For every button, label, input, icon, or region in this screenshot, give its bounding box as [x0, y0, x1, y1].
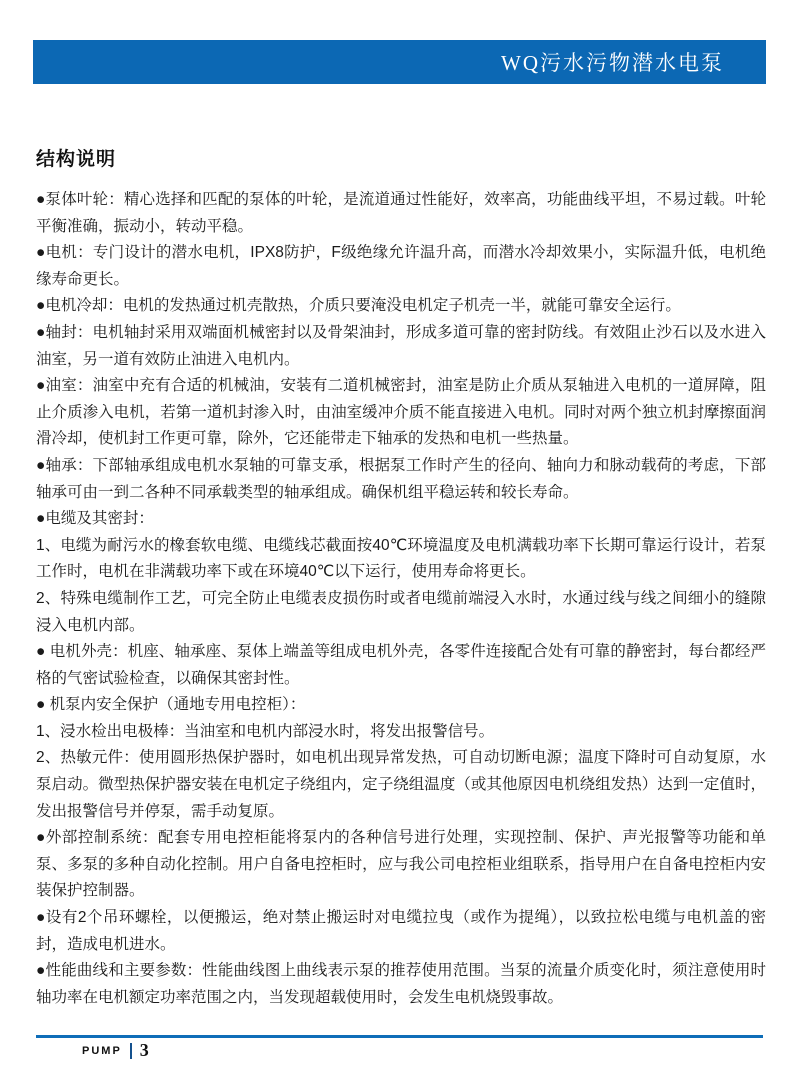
footer-separator-bar	[130, 1043, 132, 1059]
footer-brand: PUMP	[82, 1044, 122, 1057]
paragraph-oil-chamber: ●油室：油室中充有合适的机械油，安装有二道机械密封，油室是防止介质从泵轴进入电机的一道屏障，阻止介质渗入电机，若第一道机封渗入时，由油室缓冲介质不能直接进入电机。同时对两个独立机封摩擦面润滑冷却，使机封工作更可靠，除外，它还能带走下轴承的发热和电机一些热量。	[36, 377, 766, 448]
paragraph-shaft-seal: ●轴封：电机轴封采用双端面机械密封以及骨架油封，形成多道可靠的密封防线。有效阻止沙石以及水进入油室，另一道有效防止油进入电机内。	[36, 323, 766, 368]
footer-divider-line	[36, 1035, 763, 1038]
paragraph-bearing: ●轴承：下部轴承组成电机水泵轴的可靠支承，根据泵工作时产生的径向、轴向力和脉动载荷的考虑，下部轴承可由一到二各种不同承载类型的轴承组成。确保机组平稳运转和较长寿命。	[36, 456, 766, 501]
paragraph-motor-housing: ● 电机外壳：机座、轴承座、泵体上端盖等组成电机外壳，各零件连接配合处有可靠的静密封，每台都经严格的气密试验检查，以确保其密封性。	[36, 643, 766, 687]
page-header-title: WQ污水污物潜水电泵	[501, 51, 724, 75]
paragraph-cable-seal-heading: ●电缆及其密封：	[36, 510, 154, 528]
page-number: 3	[139, 1040, 149, 1060]
paragraph-cable-item-1: 1、电缆为耐污水的橡套软电缆、电缆线芯截面按40℃环境温度及电机满载功率下长期可靠运行设计，若泵工作时，电机在非满载功率下或在环境40℃以下运行，使用寿命将更长。	[36, 536, 766, 581]
section-heading: 结构说明	[36, 149, 117, 170]
content-area	[36, 144, 766, 1011]
paragraph-motor-cooling: ●电机冷却：电机的发热通过机壳散热，介质只要淹没电机定子机壳一半，就能可靠安全运行。	[36, 297, 681, 315]
paragraph-cable-item-2: 2、特殊电缆制作工艺，可完全防止电缆表皮损伤时或者电缆前端浸入水时，水通过线与线之间细小的缝隙浸入电机内部。	[36, 589, 766, 634]
paragraph-pump-impeller: ●泵体叶轮：精心选择和匹配的泵体的叶轮，是流道通过性能好，效率高，功能曲线平坦，不易过载。叶轮平衡准确，振动小，转动平稳。	[36, 191, 766, 235]
paragraph-lifting-bolts: ●设有2个吊环螺栓，以便搬运，绝对禁止搬运时对电缆拉曳（或作为提绳），以致拉松电缆与电机盖的密封，造成电机进水。	[36, 909, 766, 953]
paragraph-motor: ●电机：专门设计的潜水电机，IPX8防护，F级绝缘允许温升高，而潜水冷却效果小，实际温升低，电机绝缘寿命更长。	[36, 244, 766, 288]
paragraph-performance-curve: ●性能曲线和主要参数：性能曲线图上曲线表示泵的推荐使用范围。当泵的流量介质变化时，须注意使用时轴功率在电机额定功率范围之内，当发现超载使用时，会发生电机烧毁事故。	[36, 962, 766, 1006]
page-footer	[82, 1040, 149, 1061]
header-bar	[33, 40, 766, 84]
paragraph-safety-protection-heading: ● 机泵内安全保护（通地专用电控柜）：	[36, 696, 306, 714]
paragraph-external-control: ●外部控制系统：配套专用电控柜能将泵内的各种信号进行处理，实现控制、保护、声光报警等功能和单泵、多泵的多种自动化控制。用户自备电控柜时，应与我公司电控柜业组联系，指导用户在自备电控柜内安装保护控制器。	[36, 829, 766, 900]
paragraph-safety-item-2: 2、热敏元件：使用圆形热保护器时，如电机出现异常发热，可自动切断电源；温度下降时可自动复原，水泵启动。微型热保护器安装在电机定子绕组内，定子绕组温度（或其他原因电机绕组发热）达到一定值时，发出报警信号并停泵，需手动复原。	[36, 749, 766, 820]
paragraph-safety-item-1: 1、浸水检出电极棒：当油室和电机内部浸水时，将发出报警信号。	[36, 722, 495, 740]
